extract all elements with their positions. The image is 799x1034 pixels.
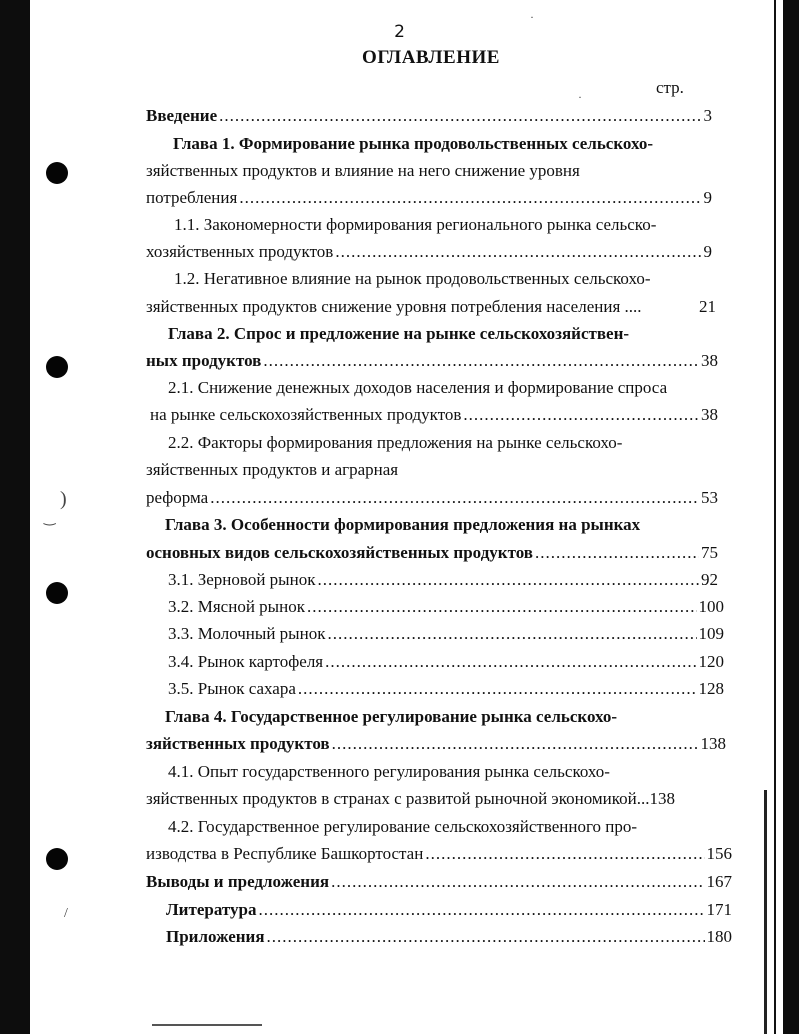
toc-entry-text: 3.1. Зерновой рынок: [168, 570, 316, 589]
toc-page-number: 9: [703, 188, 712, 207]
toc-page-number: 3: [703, 106, 712, 125]
toc-section-2-1-line-2: на рынке сельскохозяйственных продуктов: [150, 405, 462, 424]
toc-page-number: 92: [701, 570, 718, 589]
toc-chapter-3-line-1: Глава 3. Особенности формирования предложения на рынках: [165, 515, 641, 534]
scan-bottom-line: [152, 1024, 262, 1026]
toc-entry-section-3-2: [168, 596, 724, 618]
toc-section-4-2-line-2: изводства в Республике Башкортостан: [146, 844, 424, 863]
toc-entry-chapter-3: [146, 542, 718, 564]
toc-entry-intro: [146, 105, 712, 127]
toc-entry-text: Выводы и предложения: [146, 872, 330, 891]
toc-entry-text: Приложения: [166, 927, 265, 946]
scan-edge-right-mark: [764, 790, 767, 1034]
toc-entry-literature: [166, 899, 732, 921]
toc-entry-text: Введение: [146, 106, 218, 125]
page-title: ОГЛАВЛЕНИЕ: [362, 47, 500, 68]
toc-chapter-1-line-1: Глава 1. Формирование рынка продовольственных сельскохо-: [173, 134, 654, 153]
pages-column-label: стр.: [656, 78, 684, 97]
toc-entry-section-2-1: [150, 404, 718, 426]
toc-section-2-2-line-2: зяйственных продуктов и аграрная: [146, 460, 399, 479]
toc-chapter-4-line-1: Глава 4. Государственное регулирование рынка сельскохо-: [165, 707, 618, 726]
toc-chapter-2-line-1: Глава 2. Спрос и предложение на рынке сельскохозяйствен-: [168, 324, 630, 343]
toc-page-number: 38: [701, 405, 718, 424]
toc-section-2-2-line-1: 2.2. Факторы формирования предложения на рынке сельскохо-: [168, 433, 623, 452]
toc-section-1-1-line-1: 1.1. Закономерности формирования регионального рынка сельско-: [174, 215, 657, 234]
toc-entry-section-3-1: [168, 569, 718, 591]
toc-entry-text: 3.4. Рынок картофеля: [168, 652, 324, 671]
toc-chapter-1-line-3: потребления: [146, 188, 238, 207]
toc-page-number: 138: [649, 789, 675, 808]
toc-entry-text: Литература: [166, 900, 257, 919]
toc-entry-section-4-1: [146, 788, 728, 810]
toc-entry-section-4-2: [146, 843, 732, 865]
toc-entry-appendices: [166, 926, 732, 948]
toc-chapter-3-line-2: основных видов сельскохозяйственных продуктов: [146, 543, 533, 562]
scan-edge-right-thin: [774, 0, 776, 1034]
toc-section-4-2-line-1: 4.2. Государственное регулирование сельскохозяйственного про-: [168, 817, 638, 836]
punch-hole: [46, 356, 68, 378]
toc-page-number: 120: [698, 652, 724, 671]
scan-mark: ·: [578, 90, 582, 104]
toc-page-number: 128: [698, 679, 724, 698]
toc-section-2-1-line-1: 2.1. Снижение денежных доходов населения и формирование спроса: [168, 378, 668, 397]
toc-entry-section-3-4: [168, 651, 724, 673]
punch-hole: [46, 162, 68, 184]
toc-page-number: 100: [698, 597, 724, 616]
toc-chapter-4-line-2: зяйственных продуктов: [146, 734, 330, 753]
toc-entry-section-2-2: [146, 487, 718, 509]
toc-entry-chapter-2: [146, 350, 718, 372]
toc-entry-section-3-3: [168, 623, 724, 645]
scan-edge-left: [0, 0, 30, 1034]
toc-entry-chapter-4: [146, 733, 726, 755]
toc-section-1-2-line-1: 1.2. Негативное влияние на рынок продовольственных сельскохо-: [174, 269, 651, 288]
toc-entry-text: 3.5. Рынок сахара: [168, 679, 296, 698]
toc-entry-text: 3.3. Молочный рынок: [168, 624, 326, 643]
punch-hole: [46, 582, 68, 604]
toc-entry-section-3-5: [168, 678, 724, 700]
punch-hole: [46, 848, 68, 870]
toc-page-number: 156: [706, 844, 732, 863]
toc-section-2-2-line-3: реформа: [146, 488, 209, 507]
toc-chapter-1-line-2: зяйственных продуктов и влияние на него снижение уровня: [146, 161, 580, 180]
toc-page-number: 9: [703, 242, 712, 261]
toc-entry-section-1-1: [146, 241, 712, 263]
toc-entry-text: 3.2. Мясной рынок: [168, 597, 305, 616]
page-number: 2: [394, 22, 405, 42]
toc-page-number: 180: [706, 927, 732, 946]
scan-edge-right: [783, 0, 799, 1034]
toc-page-number: 138: [700, 734, 726, 753]
toc-page-number: 171: [706, 900, 732, 919]
toc-page-number: 75: [701, 543, 718, 562]
toc-section-1-2-line-2: зяйственных продуктов снижение уровня потребления населения ....: [146, 297, 642, 316]
toc-page-number: 167: [706, 872, 732, 891]
toc-entry-conclusions: [146, 871, 732, 893]
toc-chapter-2-line-2: ных продуктов: [146, 351, 262, 370]
scan-mark: ): [60, 488, 67, 510]
toc-page-number: 21: [699, 297, 716, 316]
toc-entry-section-1-2: [146, 296, 716, 318]
toc-page-number: 38: [701, 351, 718, 370]
toc-page-number: 109: [698, 624, 724, 643]
toc-section-4-1-line-2: зяйственных продуктов в странах с развитой рыночной экономикой...: [146, 789, 650, 808]
scan-mark: ‿: [44, 511, 56, 526]
toc-entry-chapter-1: [146, 187, 712, 209]
toc-section-1-1-line-2: хозяйственных продуктов: [146, 242, 334, 261]
toc-section-4-1-line-1: 4.1. Опыт государственного регулирования рынка сельскохо-: [168, 762, 610, 781]
toc-page-number: 53: [701, 488, 718, 507]
scan-mark: ·: [530, 10, 534, 24]
scan-mark: /: [64, 906, 68, 921]
